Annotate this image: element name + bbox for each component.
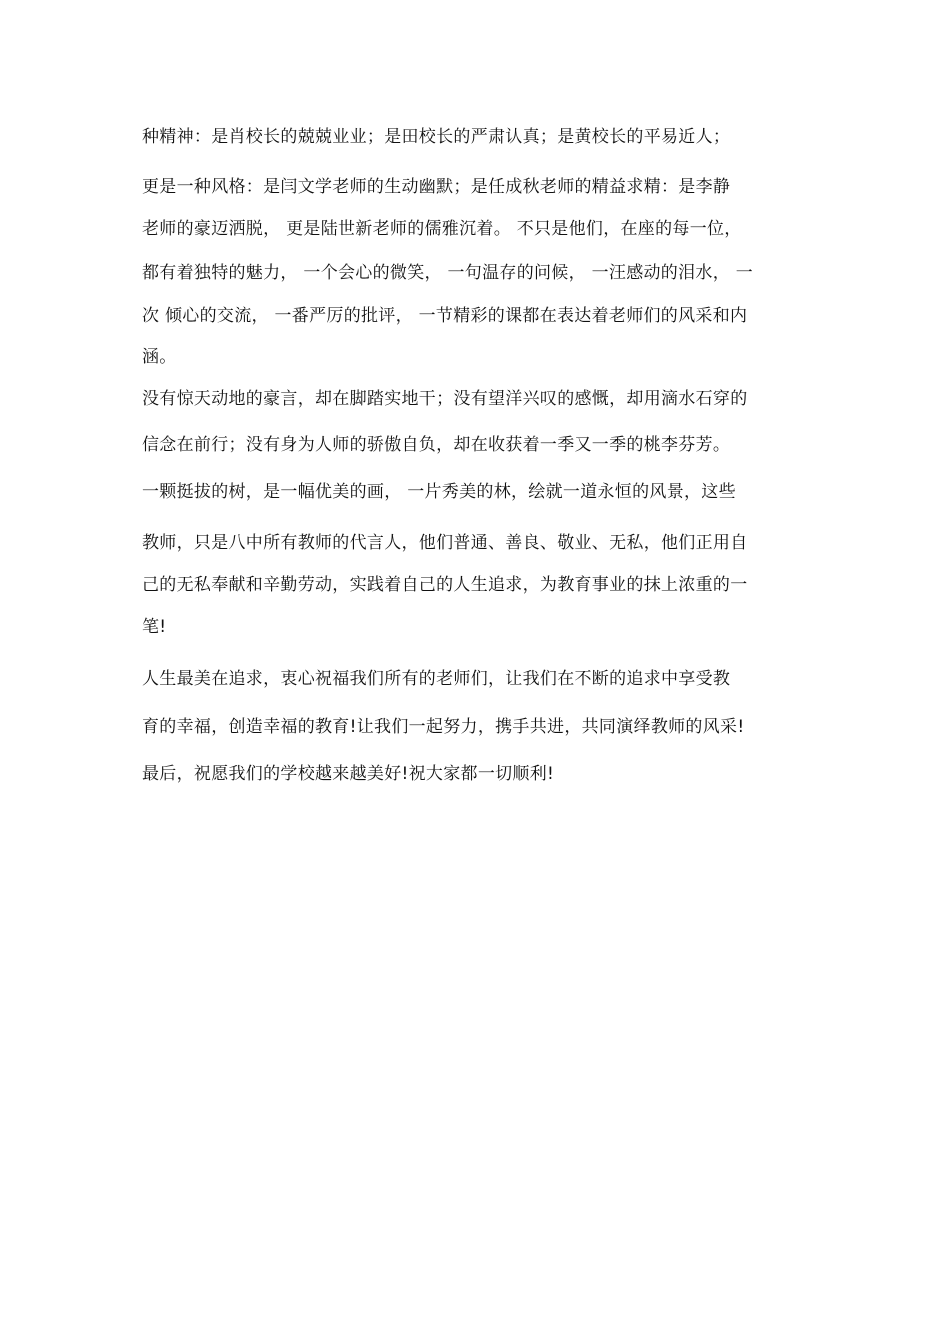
text-line: 涵。 bbox=[142, 347, 177, 367]
text-line: 己的无私奉献和辛勤劳动，实践着自己的人生追求，为教育事业的抹上浓重的一 bbox=[142, 575, 748, 595]
text-line: 次 倾心的交流， 一番严厉的批评， 一节精彩的课都在表达着老师们的风采和内 bbox=[142, 306, 748, 326]
text-line: 没有惊天动地的豪言，却在脚踏实地干；没有望洋兴叹的感慨，却用滴水石穿的 bbox=[142, 389, 748, 409]
text-line: 最后，祝愿我们的学校越来越美好!祝大家都一切顺利! bbox=[142, 764, 555, 784]
text-line: 信念在前行；没有身为人师的骄傲自负，却在收获着一季又一季的桃李芬芳。 bbox=[142, 435, 731, 455]
text-line: 育的幸福，创造幸福的教育!让我们一起努力，携手共进，共同演绎教师的风采! bbox=[142, 717, 745, 737]
text-line: 人生最美在追求，衷心祝福我们所有的老师们，让我们在不断的追求中享受教 bbox=[142, 669, 731, 689]
text-line: 老师的豪迈洒脱， 更是陆世新老师的儒雅沉着。 不只是他们，在座的每一位， bbox=[142, 219, 742, 239]
text-line: 教师，只是八中所有教师的代言人，他们普通、善良、敬业、无私，他们正用自 bbox=[142, 533, 748, 553]
text-line: 一颗挺拔的树，是一幅优美的画， 一片秀美的林，绘就一道永恒的风景，这些 bbox=[142, 482, 736, 502]
text-line: 都有着独特的魅力， 一个会心的微笑， 一句温存的问候， 一汪感动的泪水， 一 bbox=[142, 263, 754, 283]
text-line: 笔! bbox=[142, 617, 167, 637]
text-line: 更是一种风格：是闫文学老师的生动幽默；是任成秋老师的精益求精：是李静 bbox=[142, 177, 731, 197]
text-line: 种精神：是肖校长的兢兢业业；是田校长的严肃认真；是黄校长的平易近人； bbox=[142, 127, 731, 147]
